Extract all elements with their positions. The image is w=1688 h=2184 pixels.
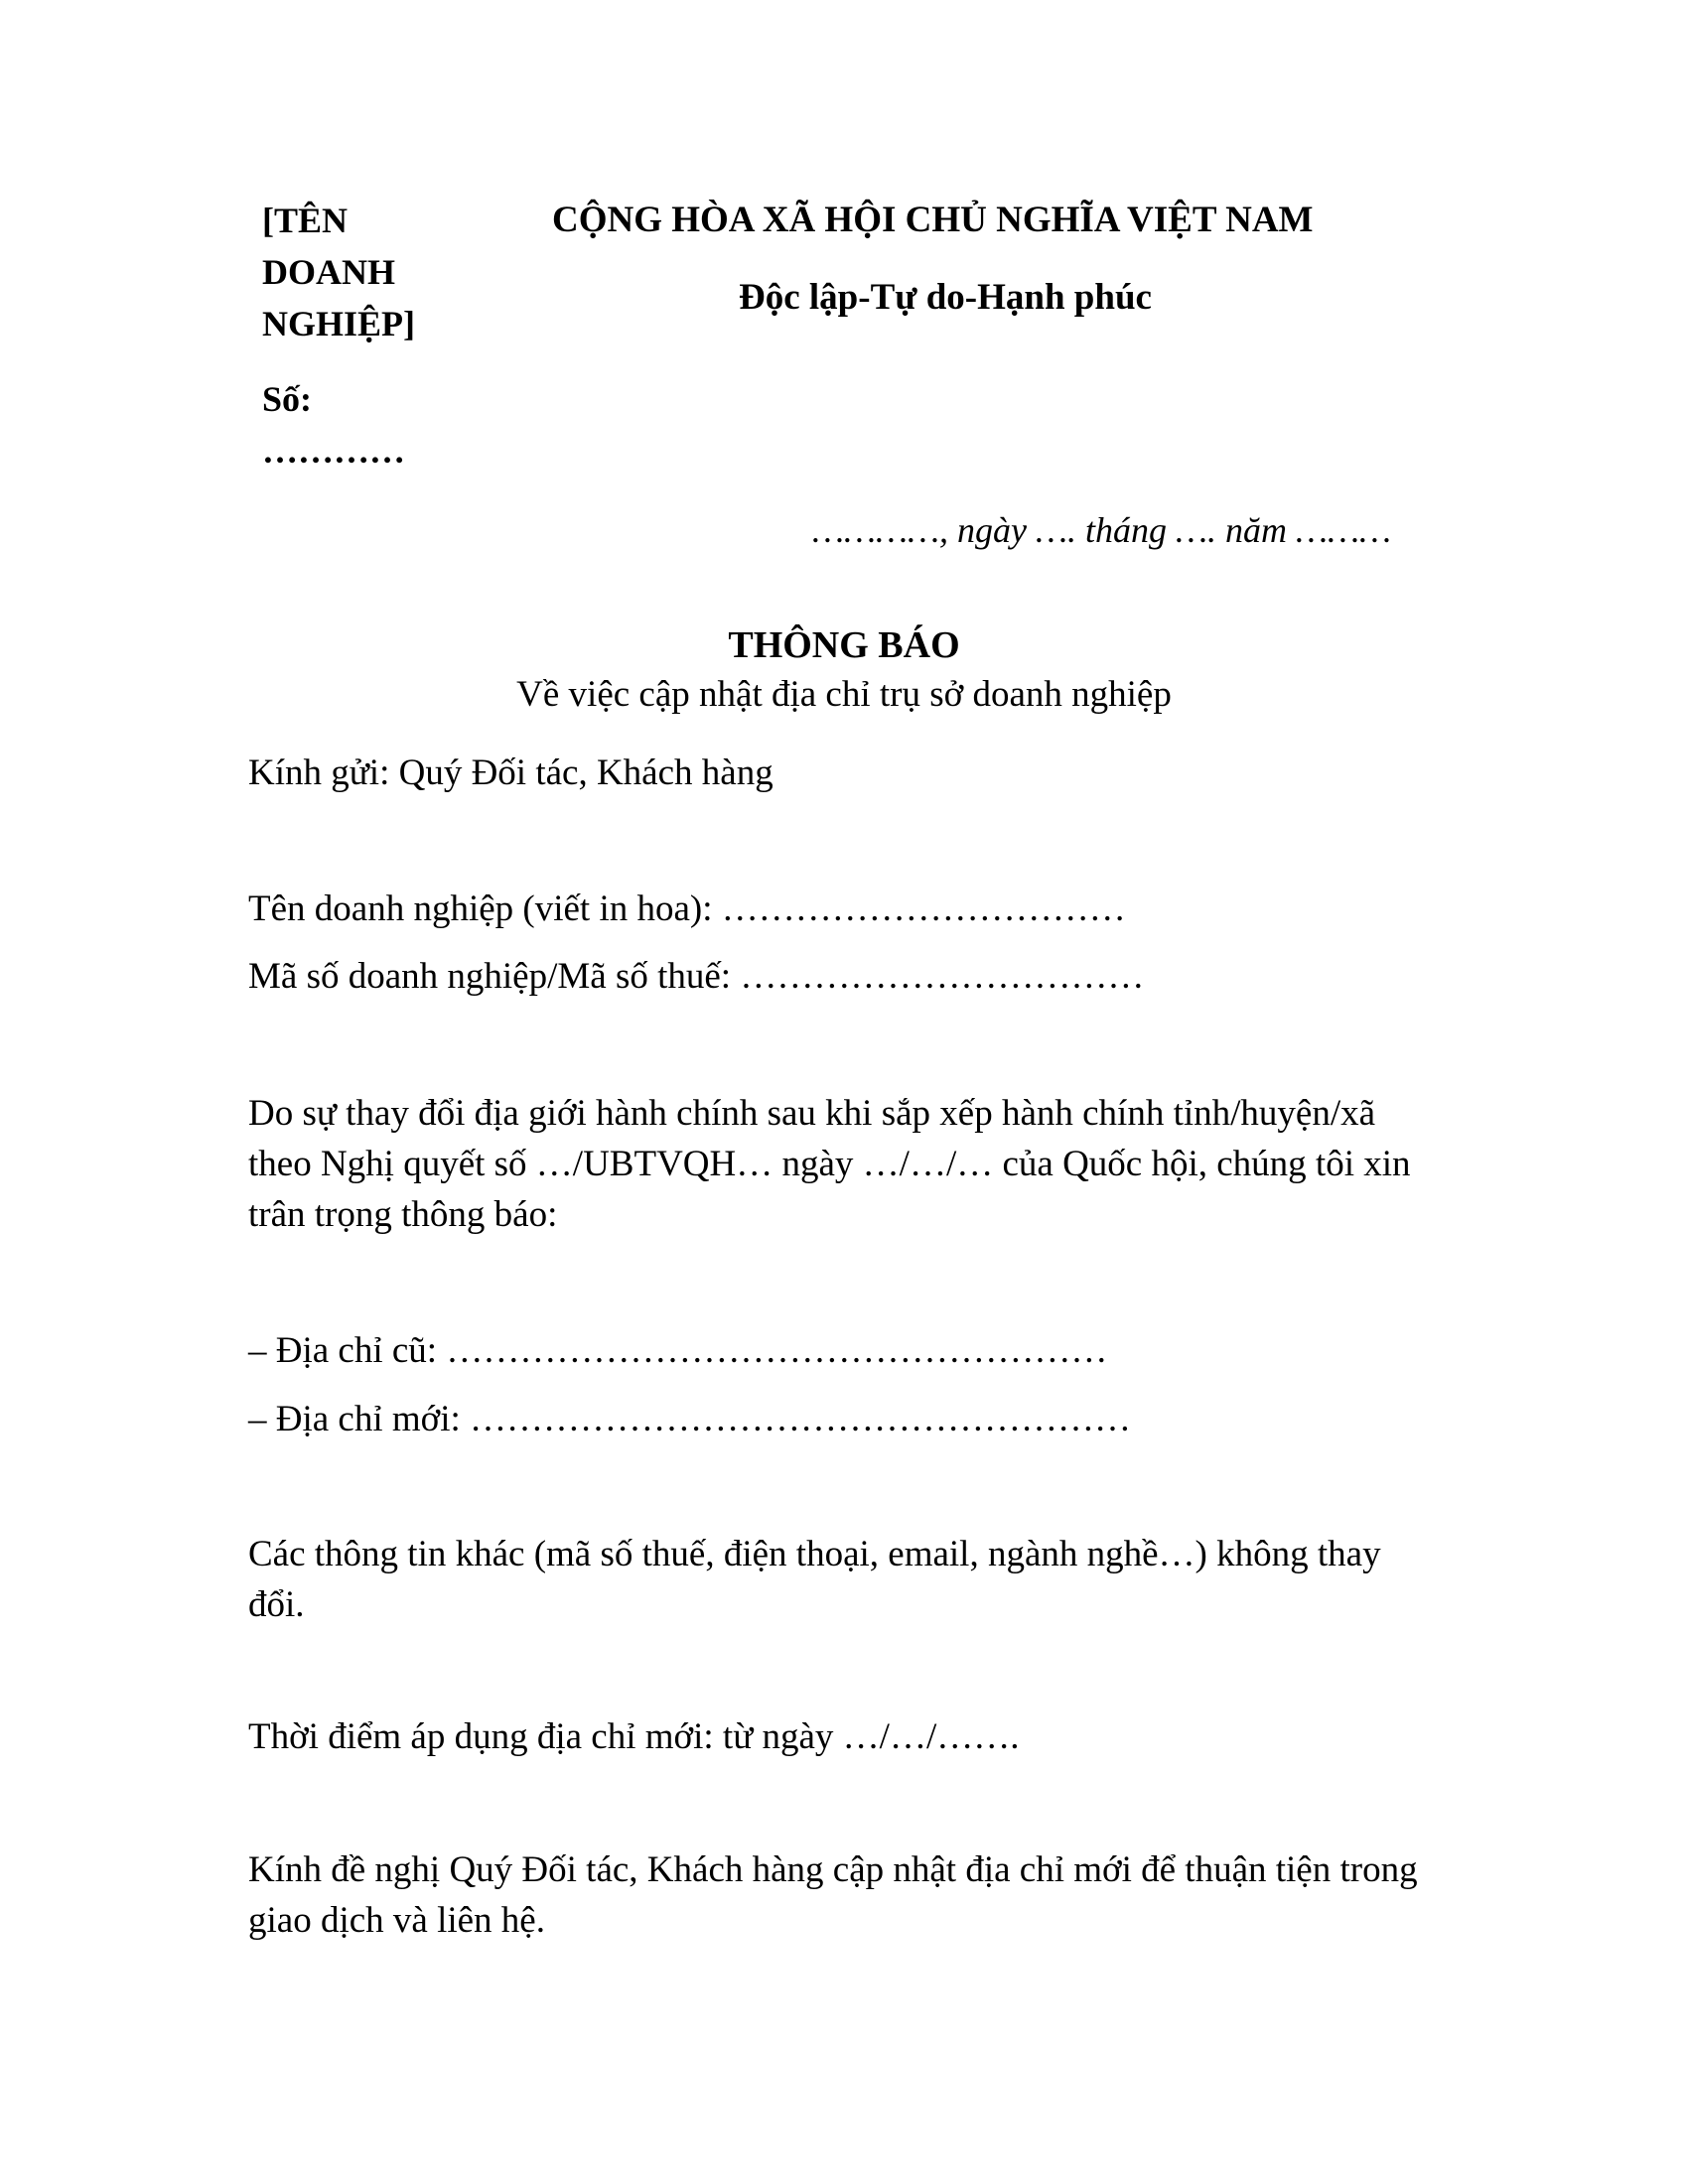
request-paragraph: Kính đề nghị Quý Đối tác, Khách hàng cập nhật địa chỉ mới để thuận tiện trong giao dịch và liên hệ.	[248, 1849, 1418, 1941]
tax-code-line: Mã số doanh nghiệp/Mã số thuế: ……………………………	[248, 956, 1145, 997]
unchanged-info-paragraph: Các thông tin khác (mã số thuế, điện thoại, email, ngành nghề…) không thay đổi.	[248, 1534, 1381, 1625]
place-date-line: …………, ngày …. tháng …. năm ………	[812, 510, 1392, 550]
national-title: CỘNG HÒA XÃ HỘI CHỦ NGHĨA VIỆT NAM	[552, 200, 1314, 240]
old-address-line: – Địa chỉ cũ: ………………………………………………	[248, 1330, 1108, 1371]
document-subtitle: Về việc cập nhật địa chỉ trụ sở doanh nghiệp	[516, 674, 1172, 715]
company-name-placeholder: [TÊN DOANH NGHIỆP]	[262, 201, 416, 343]
company-name-line: Tên doanh nghiệp (viết in hoa): ……………………………	[248, 888, 1126, 929]
document-title: THÔNG BÁO	[728, 624, 960, 666]
document-number-value: …………	[262, 431, 405, 471]
reason-paragraph: Do sự thay đổi địa giới hành chính sau khi sắp xếp hành chính tỉnh/huyện/xã theo Nghị quyết số …/UBTVQH… ngày …/…/… của Quốc hội, chúng tôi xin trân trọng thông báo:	[248, 1093, 1411, 1235]
national-motto: Độc lập-Tự do-Hạnh phúc	[739, 277, 1152, 318]
recipient-line: Kính gửi: Quý Đối tác, Khách hàng	[248, 752, 774, 793]
new-address-line: – Địa chỉ mới: ………………………………………………	[248, 1399, 1132, 1439]
effective-date-line: Thời điểm áp dụng địa chỉ mới: từ ngày …/…/…….	[248, 1716, 1020, 1757]
document-number-label: Số:	[262, 379, 313, 419]
